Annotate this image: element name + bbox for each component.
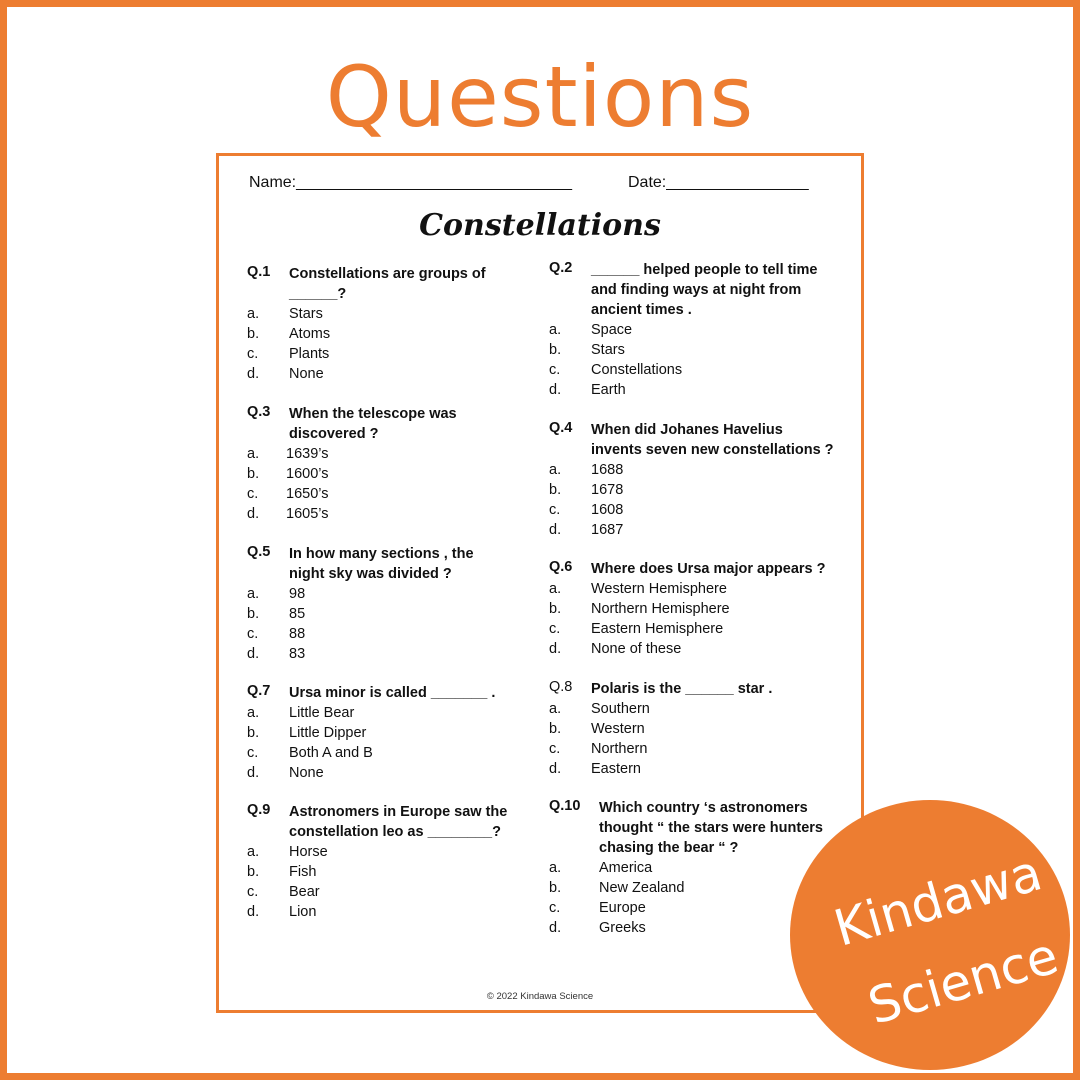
worksheet [216,153,864,1013]
option-letter: a. [247,586,260,602]
option-letter: b. [549,482,562,498]
question-number: Q.5 [247,544,271,560]
option-letter: c. [247,626,259,642]
question-3 [247,404,492,524]
option-b [549,599,839,619]
option-text: Atoms [289,326,331,342]
option-text: 1605’s [286,506,329,522]
option-text: 85 [289,606,306,622]
question-6 [549,559,839,659]
option-letter: b. [247,326,260,342]
option-d [247,902,517,922]
option-a [549,320,834,340]
option-text: 83 [289,646,306,662]
question-number: Q.10 [549,798,581,814]
option-d [247,504,492,524]
option-letter: a. [549,322,562,338]
option-text: 1600’s [286,466,329,482]
option-text: Horse [289,844,328,860]
question-number: Q.7 [247,683,271,699]
question-text: Ursa minor is called _______ . [289,685,496,701]
option-letter: d. [549,382,562,398]
option-letter: d. [247,904,260,920]
option-text: Little Dipper [289,725,367,741]
option-d [247,644,507,664]
option-d [549,520,834,540]
option-letter: a. [247,446,260,462]
option-letter: b. [247,725,260,741]
copyright-footer: © 2022 Kindawa Science [486,991,594,1002]
option-c [247,484,492,504]
option-d [247,364,492,384]
option-text: Northern [591,741,648,757]
option-a [247,304,492,324]
option-b [247,723,517,743]
option-c [549,500,834,520]
question-text: Polaris is the ______ star . [591,681,773,697]
question-header [247,683,517,703]
option-text: Eastern Hemisphere [591,621,724,637]
option-letter: d. [247,646,260,662]
question-number: Q.3 [247,404,271,420]
question-number: Q.9 [247,802,271,818]
question-5 [247,544,507,664]
option-text: Fish [289,864,317,880]
option-letter: b. [247,466,260,482]
option-letter: c. [247,486,259,502]
date-field: Date:________________ [628,174,809,191]
option-text: 1687 [591,522,624,538]
option-text: None of these [591,641,682,657]
option-text: Stars [591,342,625,358]
page-title: Questions [325,48,755,146]
option-text: 1639’s [286,446,329,462]
option-letter: c. [247,745,259,761]
option-text: Space [591,322,633,338]
question-7 [247,683,517,783]
option-a [247,444,492,464]
question-text: ______ helped people to tell time and finding ways at night from ancient times . [591,262,818,318]
option-letter: b. [549,721,562,737]
option-letter: a. [247,705,260,721]
option-d [549,759,834,779]
option-a [247,842,517,862]
question-text: When did Johanes Havelius invents seven new constellations ? [591,422,834,458]
option-text: Western [591,721,645,737]
question-header [247,802,517,842]
option-letter: d. [549,920,562,936]
question-number: Q.6 [549,559,573,575]
brand-badge [790,800,1070,1070]
question-header [549,260,834,320]
badge-line-1: Kindawa [828,843,1049,958]
option-b [549,340,834,360]
option-text: New Zealand [599,880,685,896]
option-letter: c. [247,346,259,362]
option-b [247,862,517,882]
option-letter: c. [549,621,561,637]
option-text: Greeks [599,920,646,936]
option-a [549,579,839,599]
question-number: Q.8 [549,679,573,695]
question-header [549,559,839,579]
question-header [247,264,492,304]
option-letter: b. [247,606,260,622]
question-text: Which country ‘s astronomers thought “ the stars were hunters chasing the bear “ ? [599,800,823,856]
option-text: 1608 [591,502,624,518]
question-header [549,420,834,460]
option-letter: b. [549,342,562,358]
question-header [549,679,834,699]
option-c [247,743,517,763]
option-c [247,624,507,644]
option-text: Western Hemisphere [591,581,727,597]
option-text: Plants [289,346,330,362]
option-d [549,639,839,659]
option-text: Constellations [591,362,683,378]
option-a [549,858,839,878]
question-text: Constellations are groups of ______? [289,266,486,302]
option-letter: d. [549,641,562,657]
option-b [247,604,507,624]
option-letter: a. [549,581,562,597]
option-text: Little Bear [289,705,355,721]
question-header [247,404,492,444]
option-a [549,460,834,480]
option-text: Europe [599,900,646,916]
name-field: Name:_______________________________ [249,174,572,191]
option-letter: a. [247,844,260,860]
option-a [247,584,507,604]
question-8 [549,679,834,779]
option-letter: d. [247,506,260,522]
question-text: In how many sections , the night sky was divided ? [289,546,474,582]
option-b [549,719,834,739]
question-header [247,544,507,584]
option-b [549,480,834,500]
question-text: When the telescope was discovered ? [289,406,457,442]
option-text: None [289,366,324,382]
option-a [247,703,517,723]
option-letter: c. [247,884,259,900]
option-c [549,360,834,380]
option-d [247,763,517,783]
question-number: Q.1 [247,264,271,280]
option-b [247,324,492,344]
option-letter: c. [549,900,561,916]
option-text: Southern [591,701,650,717]
option-letter: d. [247,366,260,382]
option-letter: b. [549,880,562,896]
option-text: Both A and B [289,745,373,761]
option-c [247,882,517,902]
option-text: Stars [289,306,323,322]
question-header [549,798,839,858]
option-text: Eastern [591,761,641,777]
option-letter: a. [549,462,562,478]
option-text: Northern Hemisphere [591,601,730,617]
worksheet-title: Constellations [419,208,661,243]
question-9 [247,802,517,922]
option-letter: a. [549,860,562,876]
question-4 [549,420,834,540]
option-letter: a. [247,306,260,322]
option-c [247,344,492,364]
option-letter: d. [247,765,260,781]
option-text: 1650’s [286,486,329,502]
question-number: Q.2 [549,260,573,276]
option-letter: c. [549,502,561,518]
option-c [549,619,839,639]
option-text: 98 [289,586,306,602]
option-text: Bear [289,884,320,900]
option-text: Lion [289,904,317,920]
option-letter: b. [549,601,562,617]
option-letter: a. [549,701,562,717]
option-d [549,380,834,400]
option-letter: c. [549,741,561,757]
option-c [549,739,834,759]
option-a [549,699,834,719]
question-2 [549,260,834,400]
option-text: Earth [591,382,626,398]
option-text: America [599,860,653,876]
option-letter: d. [549,761,562,777]
question-text: Where does Ursa major appears ? [591,561,826,577]
option-b [247,464,492,484]
option-text: None [289,765,324,781]
badge-line-2: Science [862,926,1065,1036]
option-letter: c. [549,362,561,378]
question-number: Q.4 [549,420,573,436]
option-letter: d. [549,522,562,538]
option-letter: b. [247,864,260,880]
option-text: 1678 [591,482,624,498]
option-text: 1688 [591,462,624,478]
option-text: 88 [289,626,306,642]
question-1 [247,264,492,384]
question-text: Astronomers in Europe saw the constellation leo as ________? [289,804,508,840]
